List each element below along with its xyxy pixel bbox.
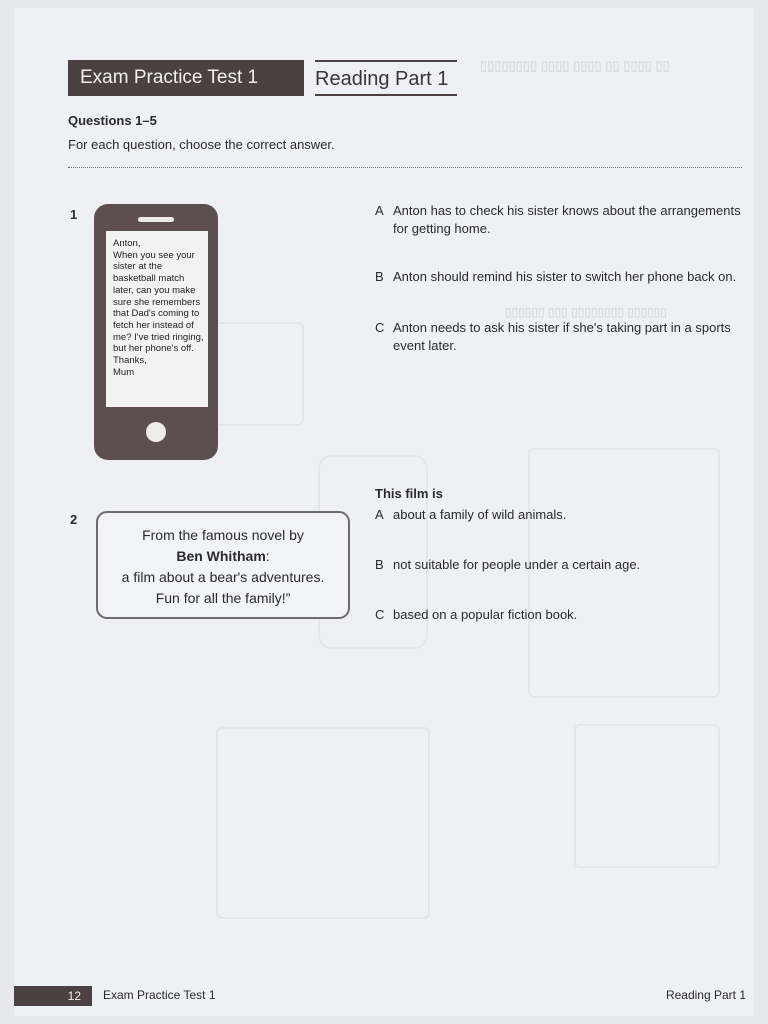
footer-section-title: Reading Part 1 (665, 988, 746, 1002)
show-through-text: ▯▯▯▯▯▯▯▯ ▯▯▯▯ ▯▯▯▯ ▯▯ ▯▯▯▯ ▯▯ (480, 58, 670, 73)
phone-screen (106, 231, 208, 407)
show-through-text: ▯▯▯▯▯▯ ▯▯▯ ▯▯▯▯▯▯▯▯ ▯▯▯▯▯▯ (505, 305, 667, 319)
option-letter: B (375, 557, 384, 572)
phone-speaker (138, 217, 174, 222)
option-text: Anton needs to ask his sister if she's taking part in a sports event later. (393, 320, 731, 353)
text-message: Anton, When you see your sister at the basketball match later, can you make sure she remembers that Dad's coming to fetch her instead of me? I've tried ringing, but her phone's off. Thanks, Mum (113, 238, 204, 378)
film-poster (96, 511, 350, 619)
option-letter: C (375, 320, 385, 335)
option-text: based on a popular fiction book. (393, 607, 578, 622)
answer-option-2b[interactable] (375, 556, 735, 574)
option-text: Anton has to check his sister knows about the arrangements for getting home. (393, 203, 741, 236)
show-through-box (574, 724, 720, 868)
option-letter: B (375, 269, 384, 284)
dotted-divider (68, 167, 742, 168)
poster-author: Ben Whitham (176, 548, 266, 564)
page-number: 12 (14, 986, 92, 1006)
answer-option-2c[interactable] (375, 606, 735, 624)
show-through-box (216, 727, 430, 919)
section-title: Reading Part 1 (315, 60, 457, 96)
poster-line (98, 546, 348, 567)
question-stem: This film is (375, 486, 443, 501)
answer-option-1a[interactable] (375, 202, 755, 238)
answer-option-2a[interactable] (375, 506, 735, 524)
show-through-box (205, 322, 304, 426)
option-text: Anton should remind his sister to switch her phone back on. (393, 269, 737, 284)
questions-heading: Questions 1–5 (68, 113, 157, 128)
poster-colon: : (265, 548, 270, 564)
answer-option-1b[interactable] (375, 268, 755, 286)
phone-home-button (146, 422, 166, 442)
question-number: 2 (70, 512, 78, 527)
footer-test-title: Exam Practice Test 1 (103, 988, 216, 1002)
poster-line: Fun for all the family!” (155, 590, 291, 606)
poster-line: From the famous novel by (142, 527, 304, 543)
option-text: about a family of wild animals. (393, 507, 567, 522)
option-letter: C (375, 607, 385, 622)
option-text: not suitable for people under a certain age. (393, 557, 641, 572)
instruction-text: For each question, choose the correct answer. (68, 137, 335, 152)
answer-option-1c[interactable] (375, 319, 755, 355)
option-letter: A (375, 203, 384, 218)
phone-icon (94, 204, 218, 460)
question-number: 1 (70, 207, 78, 222)
poster-line: a film about a bear's adventures. (121, 569, 325, 585)
test-title: Exam Practice Test 1 (68, 60, 304, 96)
option-letter: A (375, 507, 384, 522)
